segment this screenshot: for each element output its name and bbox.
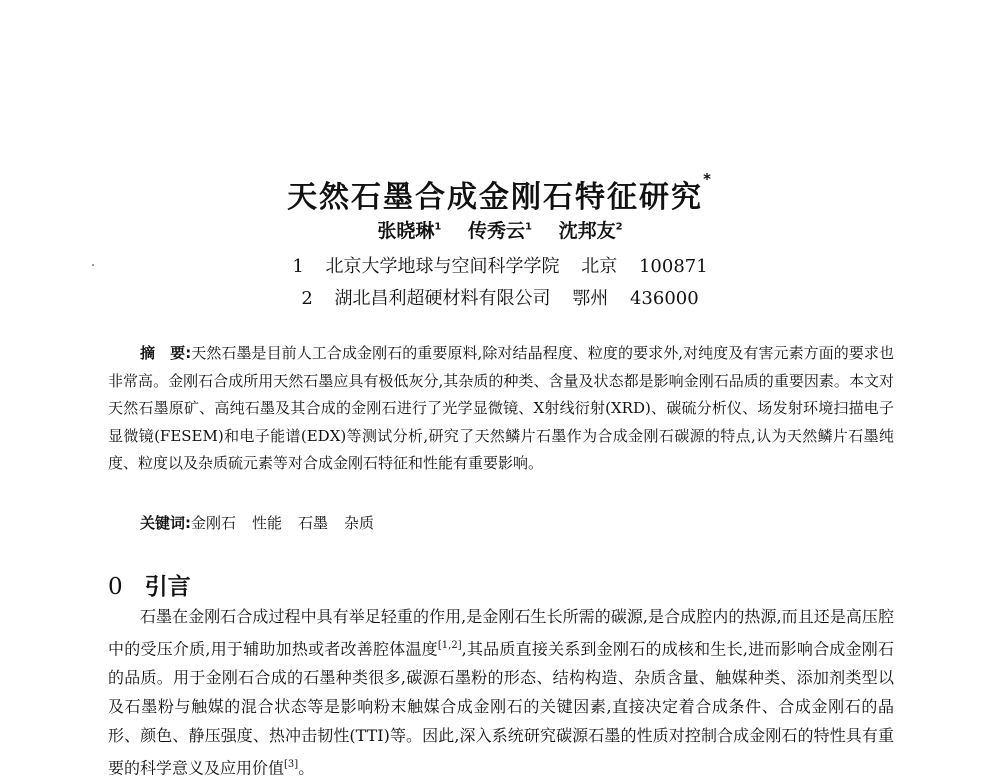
affiliation-city: 北京 [581, 256, 618, 277]
affiliation-zip: 100871 [638, 256, 708, 277]
intro-paragraph: 石墨在金刚石合成过程中具有举足轻重的作用,是金刚石生长所需的碳源,是合成腔内的热源,而且还是高压腔中的受压介质,用于辅助加热或者改善腔体温度[1,2],其品质直接关系到金刚石的成核和生长,进而影响合成金刚石的品质。用于金刚石合成的石墨种类很多,碳源石墨粉的形态、结构构造、杂质含量、触媒种类、添加剂类型以及石墨粉与触媒的混合状态等是影响粉末触媒合成金刚石的关键因素,直接决定着合成条件、合成金刚石的晶形、颜色、静压强度、热冲击韧性(TTI)等。因此,深入系统研究碳源石墨的性质对控制合成金刚石的特性具有重要的科学意义及应用价值[3]。 [108, 607, 894, 778]
affiliation-number: 2 [301, 288, 313, 309]
affiliation [0, 284, 1000, 310]
keyword: 性能 [252, 514, 283, 532]
affiliation-number: 1 [292, 256, 304, 277]
title-footnote-mark: * [703, 170, 713, 188]
keywords-label: 关键词: [140, 514, 191, 532]
affiliation-zip: 436000 [629, 288, 699, 309]
affiliation-city: 鄂州 [572, 288, 609, 309]
abstract-text: 天然石墨是目前人工合成金刚石的重要原料,除对结晶程度、粒度的要求外,对纯度及有害元素方面的要求也非常高。金刚石合成所用天然石墨应具有极低灰分,其杂质的种类、含量及状态都是影响金刚石品质的重要因素。本文对天然石墨原矿、高纯石墨及其合成的金刚石进行了光学显微镜、X射线衍射(XRD)、碳硫分析仪、场发射环境扫描电子显微镜(FESEM)和电子能谱(EDX)等测试分析,研究了天然鳞片石墨作为合成金刚石碳源的特点,认为天然鳞片石墨纯度、粒度以及杂质硫元素等对合成金刚石特征和性能有重要影响。 [108, 344, 894, 472]
abstract-label: 摘 要: [140, 344, 192, 362]
section-number: 0 [108, 574, 123, 600]
section-title: 引言 [144, 574, 191, 600]
citation: [3] [284, 759, 299, 771]
keyword: 金刚石 [191, 514, 237, 532]
keyword: 石墨 [298, 514, 329, 532]
author-list [0, 216, 1000, 243]
affiliation [0, 252, 1000, 278]
abstract-paragraph [108, 340, 894, 478]
author: 传秀云$^1$ [468, 220, 532, 242]
author: 沈邦友$^2$ [558, 220, 623, 242]
author: 张晓琳$^1$ [377, 220, 442, 242]
keywords [140, 512, 390, 533]
affiliation-org: 北京大学地球与空间科学学院 [325, 256, 560, 277]
paper-title-text: 天然石墨合成金刚石特征研究 [287, 180, 704, 215]
section-heading [108, 568, 191, 601]
affiliation-org: 湖北昌利超硬材料有限公司 [334, 288, 551, 309]
citation: [1,2] [437, 640, 462, 651]
intro-body [108, 602, 894, 783]
abstract [108, 340, 894, 478]
keyword: 杂质 [344, 514, 375, 532]
paper-title [0, 172, 1000, 216]
